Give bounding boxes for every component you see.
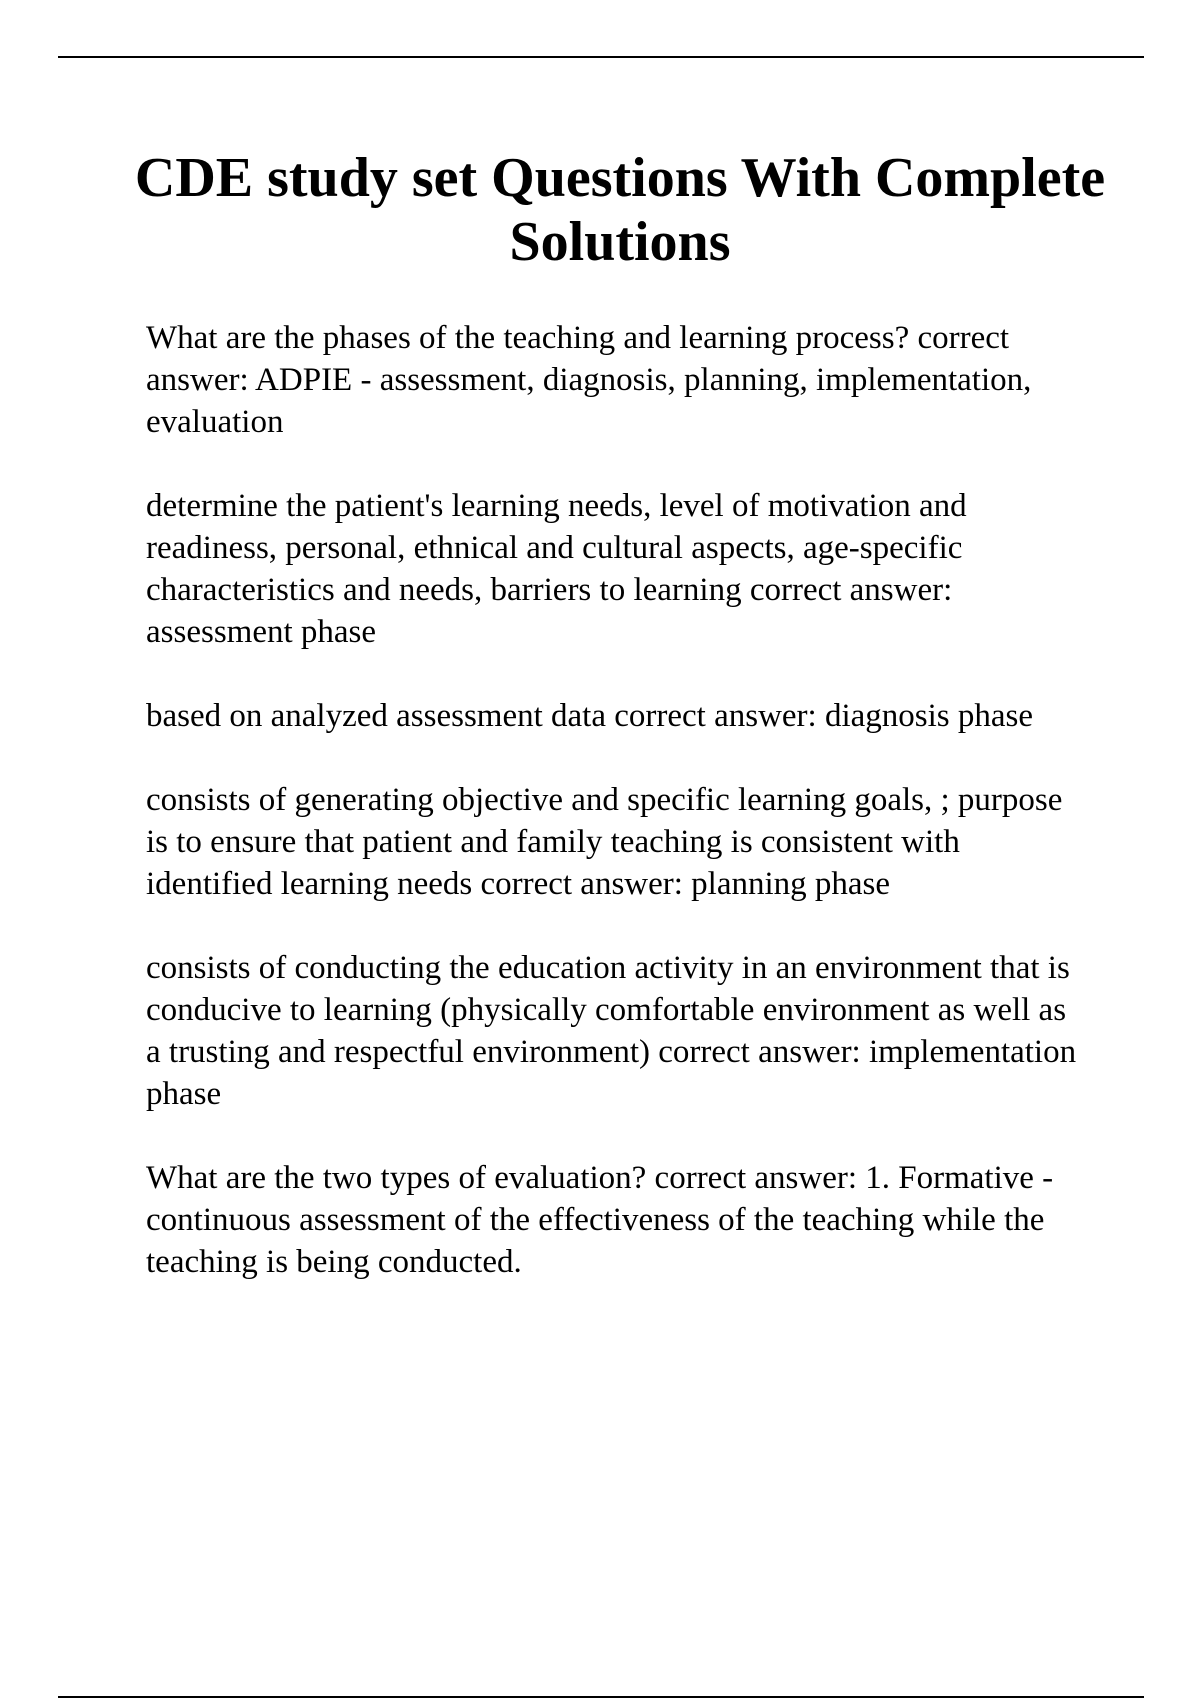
qa-item-6: What are the two types of evaluation? correct answer: 1. Formative - continuous assessment of the effectiveness of the teaching while the teaching is being conducted. xyxy=(146,1160,1054,1280)
footer-rule xyxy=(58,1696,1144,1698)
qa-item-3: based on analyzed assessment data correct answer: diagnosis phase xyxy=(146,698,1034,734)
qa-item-1: What are the phases of the teaching and learning process? correct answer: ADPIE - assessment, diagnosis, planning, implementation, evaluation xyxy=(146,320,1032,440)
document-body xyxy=(146,317,1086,1325)
qa-item-2: determine the patient's learning needs, level of motivation and readiness, personal, ethnical and cultural aspects, age-specific characteristics and needs, barriers to learning correct answer: assessment phase xyxy=(146,488,967,650)
header-rule xyxy=(58,56,1144,58)
qa-item-5: consists of conducting the education activity in an environment that is conducive to learning (physically comfortable environment as well as a trusting and respectful environment) correct answer: implementation phase xyxy=(146,950,1077,1112)
qa-item-4: consists of generating objective and specific learning goals, ; purpose is to ensure that patient and family teaching is consistent with identified learning needs correct answer: planning phase xyxy=(146,782,1063,902)
document-title: CDE study set Questions With Complete Solutions xyxy=(134,147,1106,273)
